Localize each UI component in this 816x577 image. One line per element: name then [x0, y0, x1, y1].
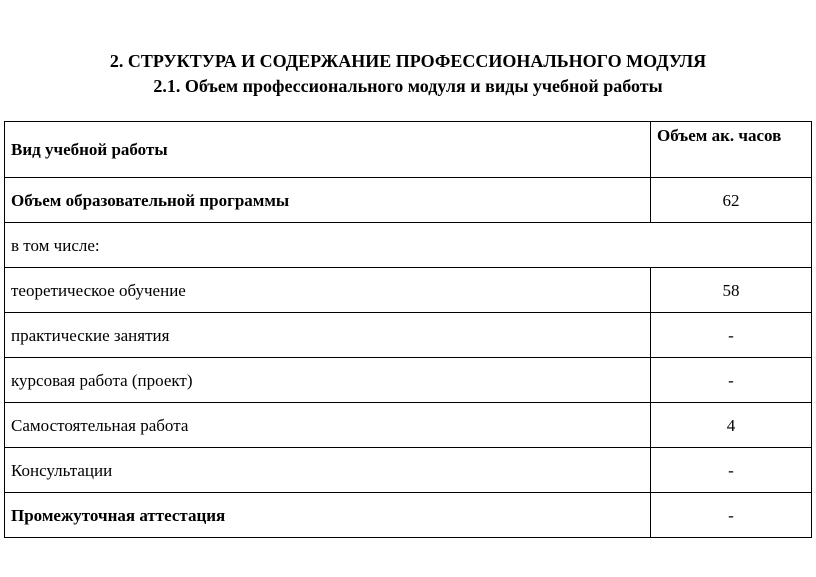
- row-value: -: [651, 358, 812, 403]
- header-work-type: Вид учебной работы: [5, 122, 651, 178]
- section-title: 2. СТРУКТУРА И СОДЕРЖАНИЕ ПРОФЕССИОНАЛЬНОГО МОДУЛЯ: [109, 51, 707, 71]
- table-row: [5, 313, 812, 358]
- table-row: [5, 403, 812, 448]
- table-row: [5, 223, 812, 268]
- row-value: -: [651, 448, 812, 493]
- table-row: [5, 493, 812, 538]
- table-header-row: [5, 122, 812, 178]
- row-value: 62: [651, 178, 812, 223]
- table-row: [5, 448, 812, 493]
- subsection-title: 2.1. Объем профессионального модуля и виды учебной работы: [153, 76, 663, 96]
- row-label: практические занятия: [5, 313, 651, 358]
- table-row: [5, 178, 812, 223]
- workload-table: [4, 121, 812, 538]
- row-label: курсовая работа (проект): [5, 358, 651, 403]
- row-label: в том числе:: [5, 223, 812, 268]
- row-label: Консультации: [5, 448, 651, 493]
- header-hours: Объем ак. часов: [651, 122, 812, 178]
- row-value: -: [651, 313, 812, 358]
- row-label: теоретическое обучение: [5, 268, 651, 313]
- row-label: Самостоятельная работа: [5, 403, 651, 448]
- row-value: 58: [651, 268, 812, 313]
- table-row: [5, 358, 812, 403]
- row-label: Промежуточная аттестация: [5, 493, 651, 538]
- row-value: 4: [651, 403, 812, 448]
- table-row: [5, 268, 812, 313]
- row-value: -: [651, 493, 812, 538]
- row-label: Объем образовательной программы: [5, 178, 651, 223]
